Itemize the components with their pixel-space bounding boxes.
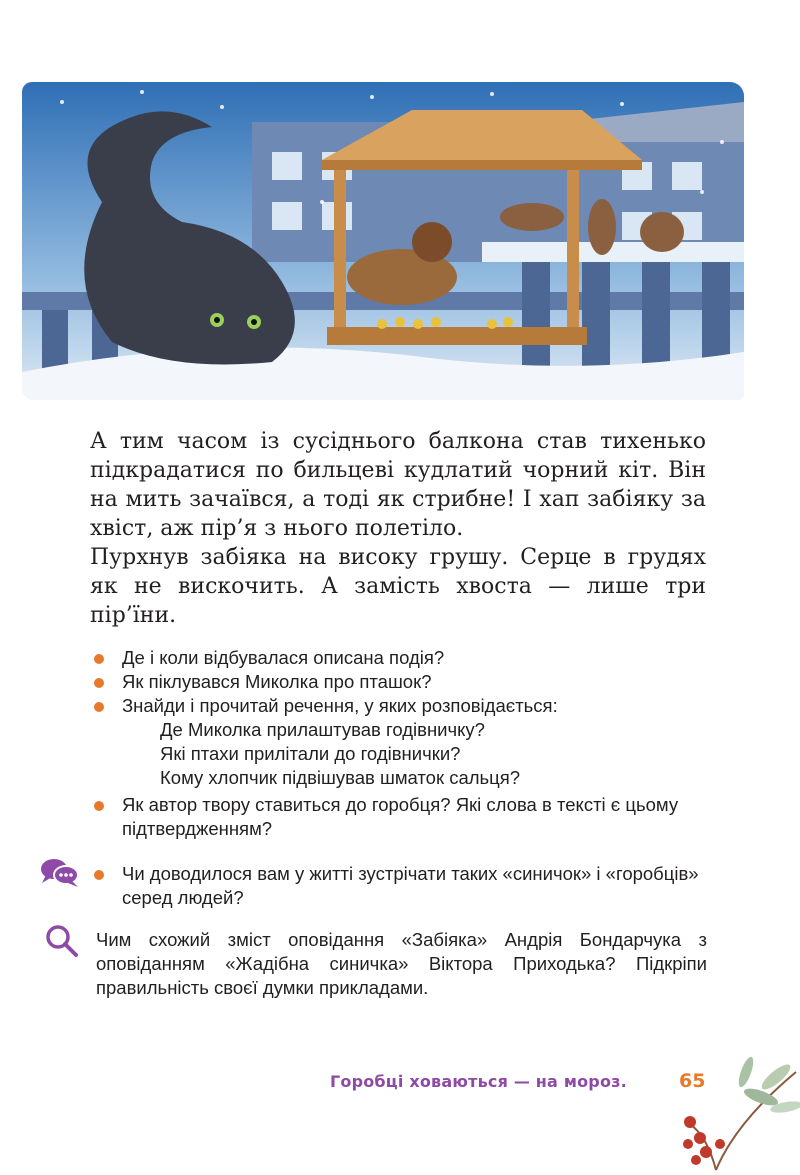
question-item: Як автор твору ставиться до горобця? Які слова в тексті є цьому підтвердженням? xyxy=(92,793,712,841)
discussion-question: Чи доводилося вам у житті зустрічати таких «синичок» і «горобців» серед людей? xyxy=(92,862,712,910)
berry-branch-icon xyxy=(676,1052,800,1175)
illustration-cat-and-sparrows xyxy=(22,82,744,400)
bullet-icon xyxy=(94,678,104,688)
chat-bubbles-icon xyxy=(40,857,80,893)
question-item: Знайди і прочитай речення, у яких розповідається: xyxy=(92,694,712,718)
research-task: Чим схожий зміст оповідання «Забіяка» Андрія Бондарчука з оповіданням «Жадібна синичка» Віктора Приходька? Підкріпи правильність своєї думки прикладами. xyxy=(96,929,707,998)
story-paragraph-1: А тим часом із сусіднього балкона став тихенько підкрадатися по бильцеві кудлатий чорний кіт. Він на мить зачаївся, а тоді як стрибне! І хап забіяку за хвіст, аж пір’я з нього полетіло. xyxy=(90,429,706,541)
question-item: Як піклувався Миколка про пташок? xyxy=(92,670,712,694)
story-paragraph-2: Пурхнув забіяка на високу грушу. Серце в грудях як не вискочить. А замість хвоста — лише три пір’їни. xyxy=(90,545,706,628)
section-title: Горобці ховаються — на мороз. xyxy=(330,1072,627,1091)
bullet-icon xyxy=(94,870,104,880)
subquestion-item: Де Миколка прилаштував годівничку? xyxy=(160,719,485,740)
bullet-icon xyxy=(94,801,104,811)
subquestion-item: Які птахи прилітали до годівнички? xyxy=(160,743,461,764)
bullet-icon xyxy=(94,654,104,664)
story-text xyxy=(90,427,706,630)
magnifier-icon xyxy=(44,923,80,963)
subquestion-item: Кому хлопчик підвішував шматок сальця? xyxy=(160,767,521,788)
bullet-icon xyxy=(94,702,104,712)
discussion-block xyxy=(92,862,712,910)
question-item: Де і коли відбувалася описана подія? xyxy=(92,646,712,670)
page-number: 65 xyxy=(679,1070,706,1092)
questions-list xyxy=(92,646,712,841)
